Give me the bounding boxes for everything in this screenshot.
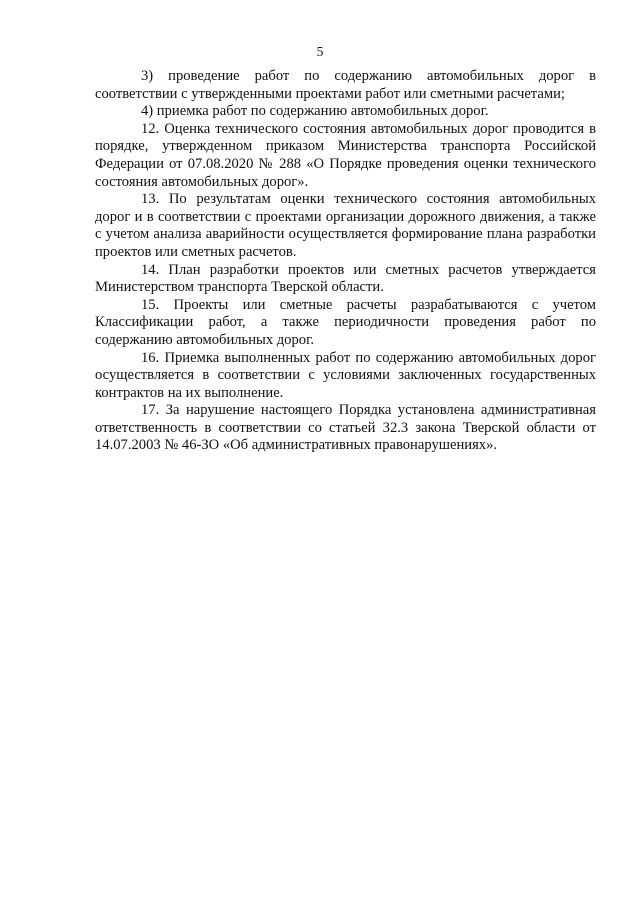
paragraph-item-3: 3) проведение работ по содержанию автомобильных дорог в соответствии с утвержденными проектами работ или сметными расчетами; xyxy=(95,68,596,102)
paragraph-15: 15. Проекты или сметные расчеты разрабатываются с учетом Классификации работ, а также периодичности проведения работ по содержанию автомобильных дорог. xyxy=(95,296,596,348)
paragraph-17: 17. За нарушение настоящего Порядка установлена административная ответственность в соответствии со статьей 32.3 закона Тверской области от 14.07.2003 № 46-ЗО «Об административных правонарушениях». xyxy=(95,402,596,454)
paragraph-14: 14. План разработки проектов или сметных расчетов утверждается Министерством транспорта Тверской области. xyxy=(95,261,596,296)
paragraph-item-4: 4) приемка работ по содержанию автомобильных дорог. xyxy=(141,103,489,120)
paragraph-13: 13. По результатам оценки технического состояния автомобильных дорог и в соответствии с проектами организации дорожного движения, а также с учетом анализа аварийности осуществляется формирование плана разработки проектов или сметных расчетов. xyxy=(95,191,596,260)
page-number: 5 xyxy=(316,44,324,59)
document-body xyxy=(95,68,596,455)
paragraph-12: 12. Оценка технического состояния автомобильных дорог проводится в порядке, утвержденном приказом Министерства транспорта Российской Федерации от 07.08.2020 № 288 «О Порядке проведения оценки технического состояния автомобильных дорог». xyxy=(95,120,596,190)
paragraph-16: 16. Приемка выполненных работ по содержанию автомобильных дорог осуществляется в соответствии с условиями заключенных государственных контрактов на их выполнение. xyxy=(95,349,596,401)
